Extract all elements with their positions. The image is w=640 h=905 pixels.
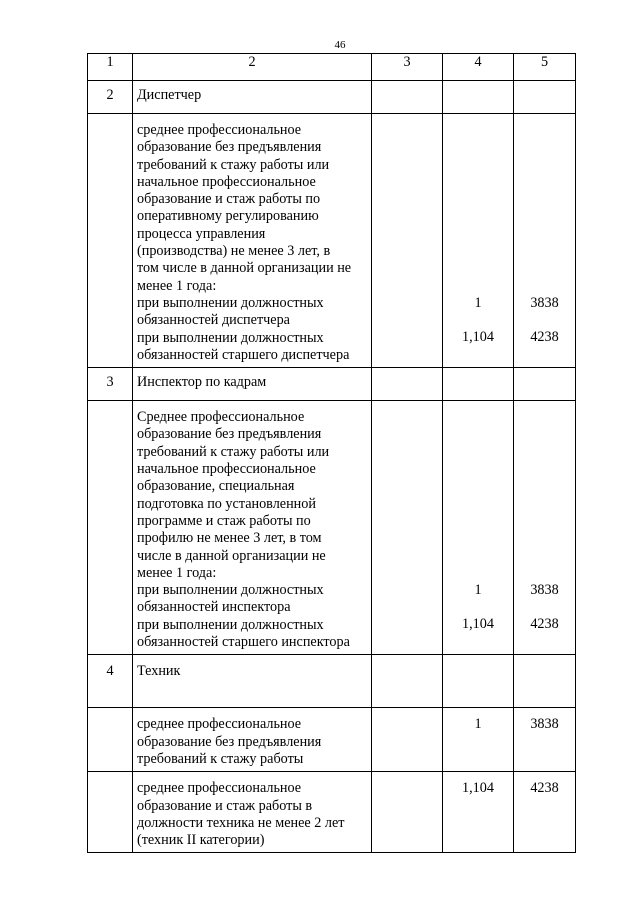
section-title-row — [88, 655, 576, 708]
text-line: профилю не менее 3 лет, в том — [137, 530, 322, 547]
text-line: программе и стаж работы по — [137, 512, 311, 529]
empty-cell — [88, 114, 133, 368]
coefficient-cell — [443, 401, 514, 655]
salary-cell — [514, 401, 576, 655]
requirements-text — [133, 772, 372, 853]
requirements-text — [133, 114, 372, 368]
position-title: Инспектор по кадрам — [133, 368, 372, 401]
text-line: среднее профессиональное — [137, 122, 302, 138]
empty-cell — [443, 368, 514, 401]
section-detail-row — [88, 772, 576, 853]
empty-cell — [372, 368, 443, 401]
empty-cell — [88, 708, 133, 772]
text-line: оперативному регулированию — [137, 208, 319, 225]
text-line: процесса управления — [137, 225, 266, 242]
text-line: обязанностей старшего диспетчера — [137, 346, 350, 363]
empty-cell — [514, 81, 576, 114]
coefficient-value: 1 — [474, 716, 482, 733]
empty-cell — [443, 655, 514, 708]
coefficient-value: 1,104 — [462, 329, 494, 346]
text-line: начальное профессиональное — [137, 461, 316, 478]
salary-cell — [514, 708, 576, 772]
salary-value: 3838 — [530, 716, 559, 733]
coefficient-value: 1,104 — [462, 780, 494, 797]
text-line: подготовка по установленной — [137, 495, 316, 512]
text-line: том числе в данной организации не — [137, 260, 352, 277]
text-line: при выполнении должностных — [137, 616, 324, 633]
section-detail-row — [88, 401, 576, 655]
empty-cell — [88, 401, 133, 655]
empty-cell — [372, 772, 443, 853]
text-line: образование без предъявления — [137, 733, 322, 750]
text-line: образование и стаж работы по — [137, 191, 321, 208]
coefficient-value: 1,104 — [462, 616, 494, 633]
requirements-text — [133, 708, 372, 772]
section-number: 2 — [88, 81, 133, 114]
text-line: требований к стажу работы или — [137, 156, 330, 173]
position-title: Диспетчер — [133, 81, 372, 114]
salary-value: 4238 — [530, 780, 559, 797]
text-line: при выполнении должностных — [137, 329, 324, 346]
text-line: среднее профессиональное — [137, 780, 302, 797]
table-header-row — [88, 54, 576, 81]
position-title: Техник — [133, 655, 372, 708]
header-cell: 3 — [372, 54, 443, 81]
empty-cell — [372, 708, 443, 772]
text-line: при выполнении должностных — [137, 294, 324, 311]
requirements-text — [133, 401, 372, 655]
empty-cell — [372, 81, 443, 114]
empty-cell — [372, 401, 443, 655]
text-line: числе в данной организации не — [137, 547, 326, 564]
header-cell: 5 — [514, 54, 576, 81]
salary-cell — [514, 114, 576, 368]
empty-cell — [443, 81, 514, 114]
text-line: обязанностей старшего инспектора — [137, 634, 350, 651]
section-number: 3 — [88, 368, 133, 401]
text-line: образование и стаж работы в — [137, 797, 313, 814]
text-line: менее 1 года: — [137, 277, 217, 294]
text-line: образование, специальная — [137, 478, 295, 495]
coefficient-cell — [443, 114, 514, 368]
salary-value: 4238 — [530, 329, 559, 346]
empty-cell — [372, 114, 443, 368]
section-title-row — [88, 81, 576, 114]
salary-value: 3838 — [530, 295, 559, 311]
empty-cell — [514, 655, 576, 708]
text-line: обязанностей диспетчера — [137, 312, 290, 329]
text-line: (техник II категории) — [137, 832, 265, 849]
text-line: образование без предъявления — [137, 139, 322, 156]
text-line: Среднее профессиональное — [137, 409, 305, 426]
text-line: требований к стажу работы или — [137, 443, 330, 460]
section-number: 4 — [88, 655, 133, 708]
empty-cell — [514, 368, 576, 401]
text-line: менее 1 года: — [137, 564, 217, 581]
text-line: начальное профессиональное — [137, 173, 316, 190]
section-title-row — [88, 368, 576, 401]
salary-value: 4238 — [530, 616, 559, 633]
text-line: должности техника не менее 2 лет — [137, 814, 345, 831]
text-line: обязанностей инспектора — [137, 599, 291, 616]
section-detail-row — [88, 114, 576, 368]
coefficient-value: 1 — [474, 295, 482, 311]
coefficient-value: 1 — [474, 582, 482, 599]
page-number: 46 — [334, 39, 346, 51]
text-line: среднее профессиональное — [137, 716, 302, 733]
salary-cell — [514, 772, 576, 853]
coefficient-cell — [443, 772, 514, 853]
text-line: образование без предъявления — [137, 426, 322, 443]
empty-cell — [88, 772, 133, 853]
qualification-table — [87, 53, 576, 853]
salary-value: 3838 — [530, 582, 559, 599]
section-detail-row — [88, 708, 576, 772]
empty-cell — [372, 655, 443, 708]
coefficient-cell — [443, 708, 514, 772]
text-line: требований к стажу работы — [137, 750, 304, 767]
text-line: при выполнении должностных — [137, 582, 324, 599]
header-cell: 1 — [88, 54, 133, 81]
text-line: (производства) не менее 3 лет, в — [137, 243, 331, 260]
header-cell: 2 — [133, 54, 372, 81]
header-cell: 4 — [443, 54, 514, 81]
